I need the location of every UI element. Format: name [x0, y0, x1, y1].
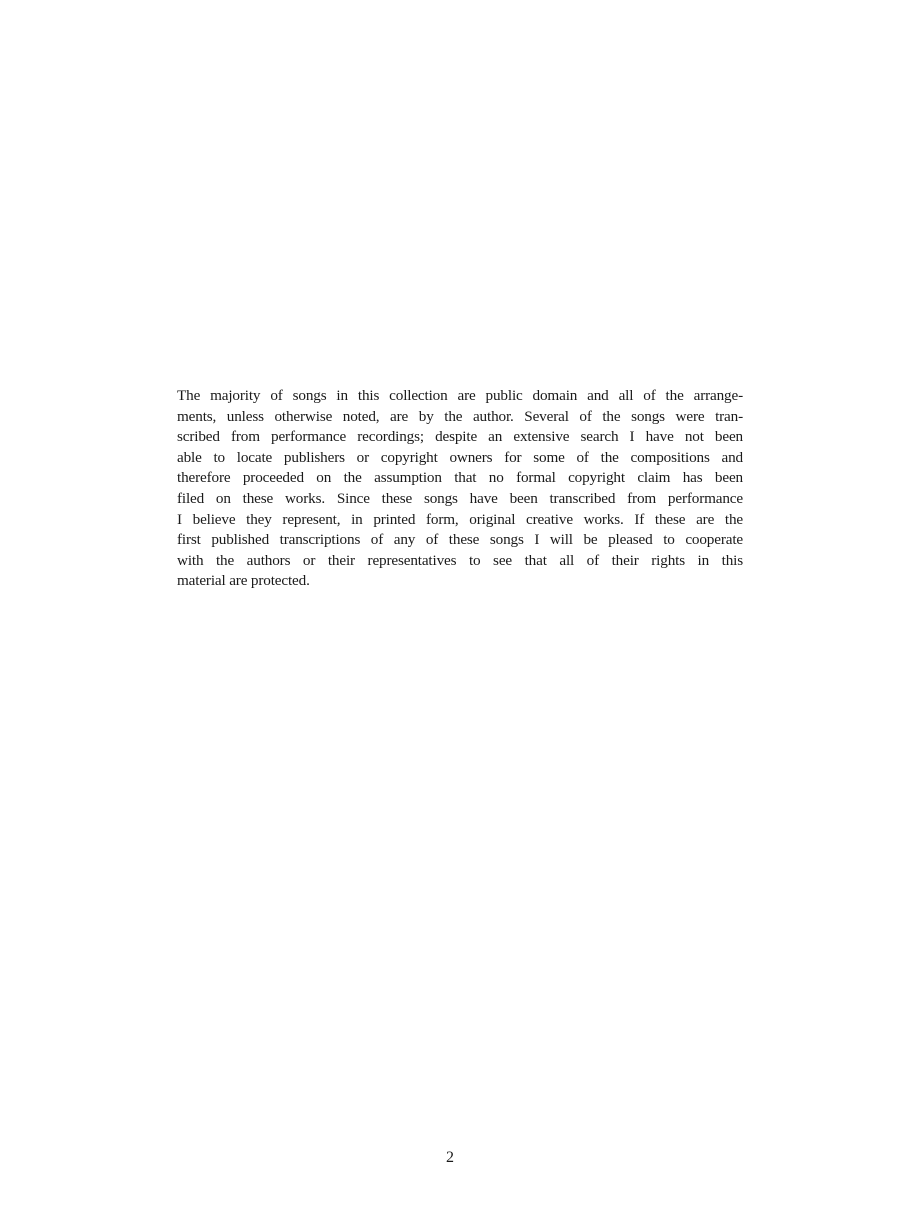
paragraph-line: with the authors or their representatives to see that all of their rights in this	[177, 551, 743, 569]
paragraph-line: The majority of songs in this collection are public domain and all of the arrange-	[177, 387, 743, 404]
paragraph-line: first published transcriptions of any of these songs I will be pleased to cooperate	[177, 531, 743, 549]
paragraph-line: I believe they represent, in printed form, original creative works. If these are the	[177, 510, 743, 528]
paragraph-line: therefore proceeded on the assumption that no formal copyright claim has been	[177, 469, 743, 487]
page-number: 2	[446, 1149, 454, 1166]
paragraph-line: filed on these works. Since these songs have been transcribed from performance	[177, 489, 743, 507]
paragraph-line: material are protected.	[177, 572, 310, 590]
paragraph-line: able to locate publishers or copyright owners for some of the compositions and	[177, 448, 743, 466]
paragraph-line: ments, unless otherwise noted, are by the author. Several of the songs were tran-	[177, 407, 743, 425]
paragraph-line: scribed from performance recordings; despite an extensive search I have not been	[177, 428, 743, 446]
copyright-notice-paragraph	[177, 386, 743, 592]
